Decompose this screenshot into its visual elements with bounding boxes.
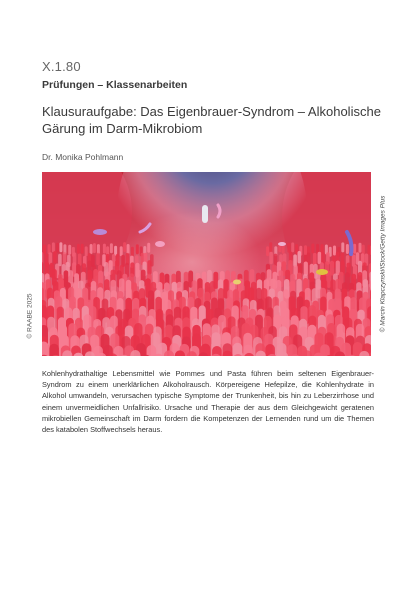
article-abstract: Kohlenhydrathaltige Lebensmittel wie Pommes und Pasta führen beim seltenen Eigenbrauer-Syndrom zu einem unerklärlichen Alkoholrausch. Körpereigene Hefepilze, die Kohlenhydrate in Alkohol umwandeln, verursachen typische Symptome der Trunkenheit, bis hin zu Leberzirrhose und einem unvermeidlichen Unfallrisiko. Ursache und Therapie der aus dem Gleichgewicht geratenen mikrobiellen Gemeinschaft im Darm fordern die Kompetenzen der Lernenden rund um die Themen des katabolen Stoffwechsels heraus. <box>42 369 374 435</box>
intestine-microbiome-image <box>42 172 371 356</box>
document-code: X.1.80 <box>42 59 81 74</box>
copyright-notice: © RAABE 2025 <box>26 293 34 339</box>
article-title: Klausuraufgabe: Das Eigenbrauer-Syndrom – Alkoholische Gärung im Darm-Mikrobiom <box>42 104 381 136</box>
author-name: Dr. Monika Pohlmann <box>42 152 124 162</box>
section-label: Prüfungen – Klassenarbeiten <box>42 79 188 91</box>
image-credit: © Marcin Klapczynski/iStock/Getty Images Plus <box>379 195 387 333</box>
